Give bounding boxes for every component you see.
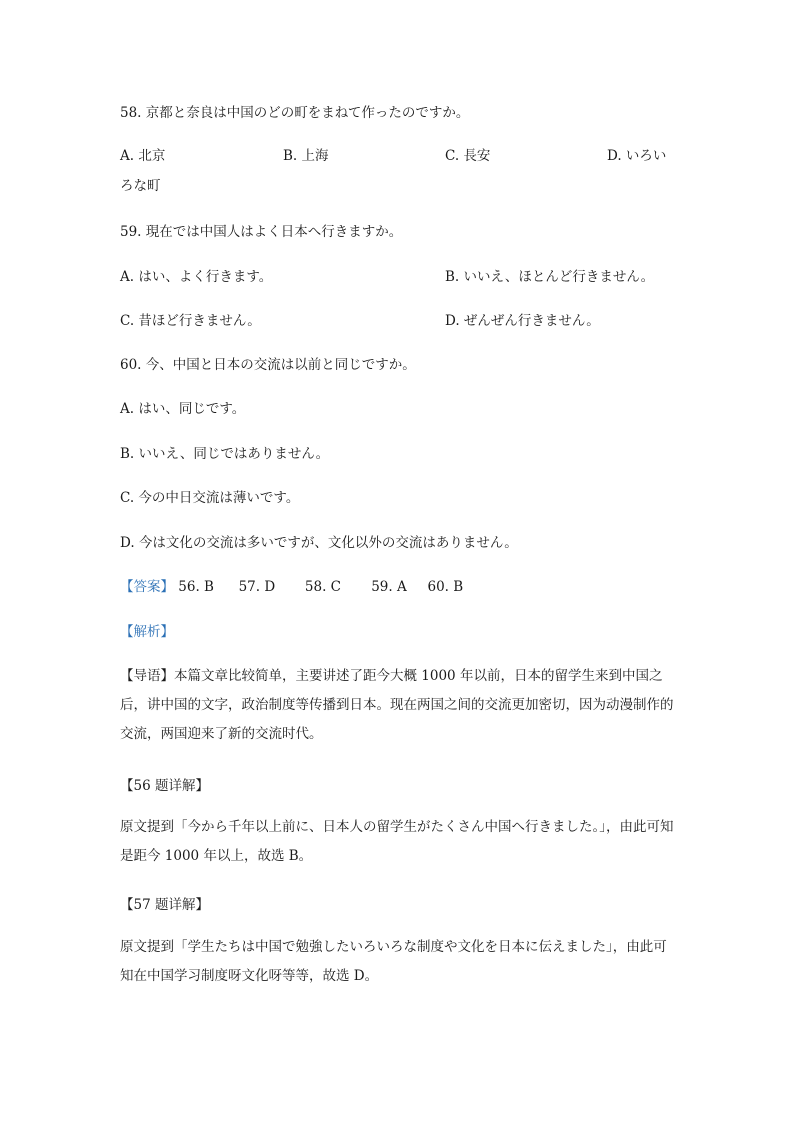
detail-56-text: 原文提到「今から千年以上前に、日本人の留学生がたくさん中国へ行きました。」，由此可知是距今 1000 年以上，故选 B。 — [120, 819, 674, 864]
answer-item: 56. B — [178, 579, 214, 595]
q59-option-c: C. 昔ほど行きません。 — [120, 313, 261, 329]
guide-label: 【导语】 — [120, 668, 174, 684]
question-60: 60. 今、中国と日本の交流は以前と同じですか。 — [120, 357, 416, 373]
answer-label: 【答案】 — [120, 579, 174, 595]
q60-option-c: C. 今の中日交流は薄いです。 — [120, 490, 300, 506]
q58-option-b: B. 上海 — [283, 148, 329, 164]
q58-option-a: A. 北京 — [120, 148, 166, 164]
guide-paragraph — [120, 662, 676, 749]
q60-option-a: A. はい、同じです。 — [120, 401, 246, 417]
q58-option-d: D. いろい — [607, 148, 667, 164]
q59-option-d: D. ぜんぜん行きません。 — [445, 313, 600, 329]
answer-line — [120, 577, 463, 597]
answer-item: 58. C — [304, 579, 341, 595]
question-58: 58. 京都と奈良は中国のどの町をまねて作ったのですか。 — [120, 105, 470, 121]
q58-option-d-continued: ろな町 — [120, 178, 161, 194]
q58-option-c: C. 長安 — [445, 148, 491, 164]
detail-56-label: 【56 题详解】 — [120, 778, 209, 794]
answer-item: 59. A — [371, 579, 407, 595]
q59-option-b: B. いいえ、ほとんど行きません。 — [445, 269, 655, 285]
detail-57-text: 原文提到「学生たちは中国で勉強したいろいろな制度や文化を日本に伝えました」，由此可知在中国学习制度呀文化呀等等，故选 D。 — [120, 939, 667, 984]
q60-option-b: B. いいえ、同じではありません。 — [120, 446, 330, 462]
detail-57-label: 【57 题详解】 — [120, 897, 209, 913]
answer-item: 57. D — [238, 579, 276, 595]
q60-option-d: D. 今は文化の交流は多いですが、文化以外の交流はありません。 — [120, 535, 518, 551]
analysis-label: 【解析】 — [120, 624, 174, 640]
answer-item: 60. B — [427, 579, 464, 595]
q59-option-a: A. はい、よく行きます。 — [120, 269, 273, 285]
guide-text: 本篇文章比较简单，主要讲述了距今大概 1000 年以前，日本的留学生来到中国之后，讲中国的文字，政治制度等传播到日本。现在两国之间的交流更加密切，因为动漫制作的交流，两国迎来了新的交流时代。 — [120, 668, 674, 742]
question-59: 59. 現在では中国人はよく日本へ行きますか。 — [120, 224, 403, 240]
